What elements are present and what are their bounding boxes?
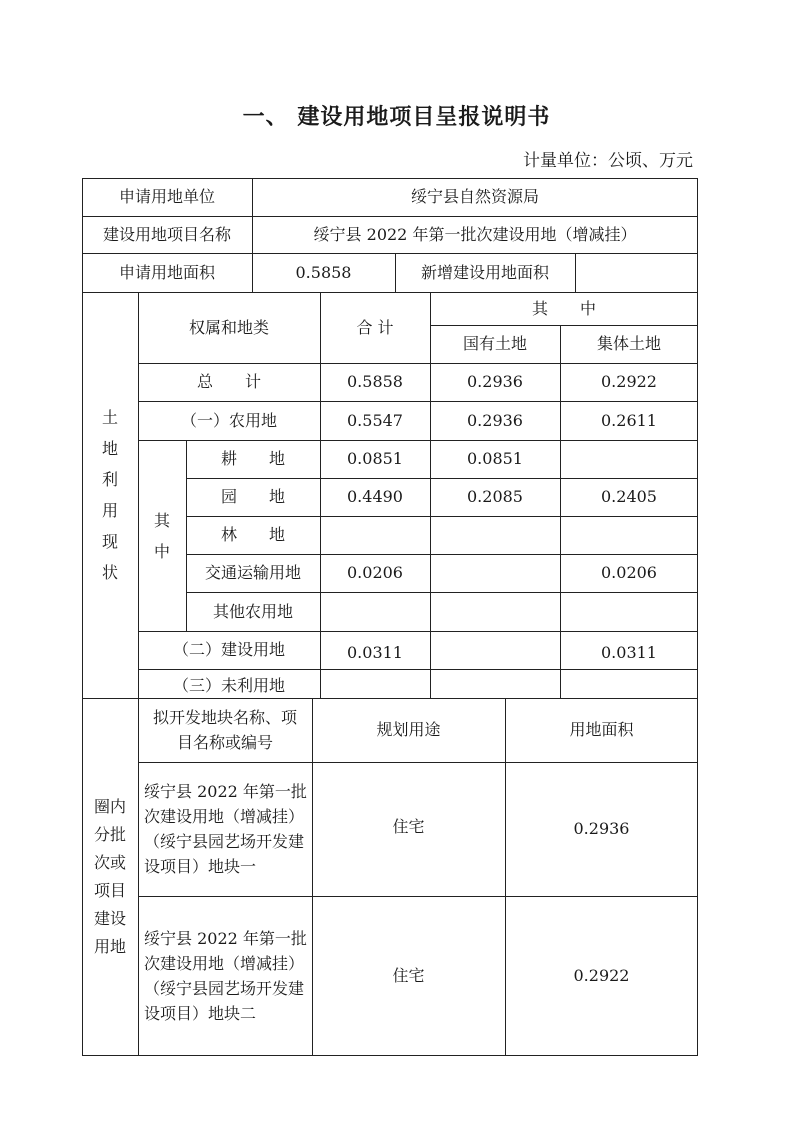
row-label: 耕 地 xyxy=(220,449,285,468)
section-char: 次或 xyxy=(93,853,126,872)
row-total xyxy=(320,592,430,631)
sub-char: 中 xyxy=(153,541,170,561)
sub-char: 其 xyxy=(153,510,170,530)
row-total: 0.0206 xyxy=(347,563,403,582)
section-char: 利 xyxy=(101,470,118,489)
row-collective: 0.0206 xyxy=(601,563,657,582)
col-plot-name-header: 拟开发地块名称、项目名称或编号 xyxy=(152,708,297,752)
row-collective xyxy=(560,440,698,478)
row-total: 0.0311 xyxy=(347,643,403,662)
col-state-header: 国有土地 xyxy=(462,334,527,353)
row-total: 0.5858 xyxy=(347,372,403,391)
row-label: 林 地 xyxy=(220,525,285,544)
plot-use: 住宅 xyxy=(392,817,425,836)
row-label: 其他农用地 xyxy=(212,601,293,621)
section-char: 现 xyxy=(101,532,118,551)
area-value: 0.5858 xyxy=(295,262,352,282)
measurement-unit: 计量单位：公顷、万元 xyxy=(523,151,693,171)
plot-area: 0.2936 xyxy=(573,819,630,838)
row-total: 0.4490 xyxy=(347,487,403,506)
applicant-value: 绥宁县自然资源局 xyxy=(410,187,539,206)
row-state: 0.2936 xyxy=(467,372,523,391)
row-state xyxy=(430,669,560,698)
row-state xyxy=(430,592,560,631)
row-state xyxy=(430,631,560,669)
row-collective: 0.0311 xyxy=(601,643,657,662)
row-label: （一）农用地 xyxy=(180,410,277,430)
section-char: 项目 xyxy=(93,881,126,900)
row-collective: 0.2405 xyxy=(601,487,657,506)
project-value: 绥宁县 2022 年第一批次建设用地（增减挂） xyxy=(313,224,637,244)
plot-name: 绥宁县 2022 年第一批次建设用地（增减挂）（绥宁县园艺场开发建设项目）地块二 xyxy=(144,929,307,1023)
section-char: 状 xyxy=(101,563,118,582)
row-total: 0.5547 xyxy=(347,410,403,430)
plots-section-label xyxy=(82,698,138,1056)
section-char: 土 xyxy=(101,408,118,427)
sub-among-label xyxy=(138,440,186,631)
col-category-header: 权属和地类 xyxy=(188,317,269,337)
row-state: 0.2085 xyxy=(467,487,523,506)
row-collective xyxy=(560,592,698,631)
row-state xyxy=(430,554,560,592)
section-char: 用地 xyxy=(93,937,126,956)
section-char: 地 xyxy=(101,439,118,458)
col-among-header: 其 中 xyxy=(531,298,596,318)
page-title: 一、 建设用地项目呈报说明书 xyxy=(242,105,551,130)
plot-area: 0.2922 xyxy=(573,966,630,985)
row-total: 0.0851 xyxy=(347,449,403,468)
row-label: 交通运输用地 xyxy=(204,563,301,582)
row-label: （三）未利用地 xyxy=(172,675,285,695)
new-area-value xyxy=(575,253,698,292)
row-collective: 0.2611 xyxy=(601,410,657,430)
plot-name: 绥宁县 2022 年第一批次建设用地（增减挂）（绥宁县园艺场开发建设项目）地块一 xyxy=(144,782,307,876)
section-char: 圈内 xyxy=(93,797,126,816)
row-total xyxy=(320,516,430,554)
project-label: 建设用地项目名称 xyxy=(102,224,231,244)
row-label: （二）建设用地 xyxy=(172,640,285,659)
section-char: 用 xyxy=(101,501,118,520)
plot-use: 住宅 xyxy=(392,966,425,985)
area-label: 申请用地面积 xyxy=(118,262,215,282)
section-char: 分批 xyxy=(93,825,126,844)
row-collective xyxy=(560,516,698,554)
row-label: 园 地 xyxy=(220,487,285,506)
col-plot-use-header: 规划用途 xyxy=(376,720,441,739)
row-total xyxy=(320,669,430,698)
applicant-label: 申请用地单位 xyxy=(118,187,215,206)
row-collective: 0.2922 xyxy=(601,372,657,391)
row-state: 0.2936 xyxy=(467,410,523,430)
row-label: 总 计 xyxy=(196,372,261,391)
col-total-header: 合 计 xyxy=(356,317,394,337)
row-state: 0.0851 xyxy=(467,449,523,468)
section-char: 建设 xyxy=(93,909,126,928)
new-area-label: 新增建设用地面积 xyxy=(420,262,549,282)
row-collective xyxy=(560,669,698,698)
col-collective-header: 集体土地 xyxy=(596,334,661,353)
row-state xyxy=(430,516,560,554)
land-use-section-label xyxy=(82,292,138,698)
col-plot-area-header: 用地面积 xyxy=(569,720,634,739)
